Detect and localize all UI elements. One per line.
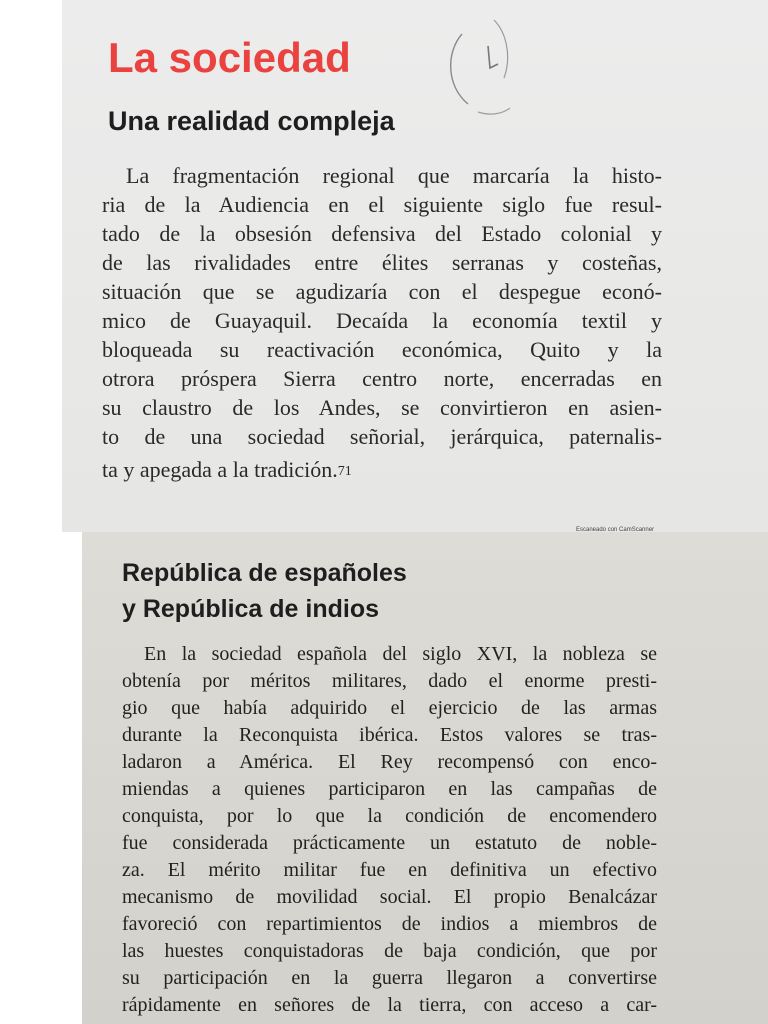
text-line: mico de Guayaquil. Decaída la economía textil y [102, 308, 662, 333]
text-line: favoreció con repartimientos de indios a miembros de [122, 913, 657, 935]
page-title: La sociedad [108, 34, 351, 81]
handwritten-mark-icon [432, 12, 524, 122]
text-line: las huestes conquistadoras de baja condición, que por [122, 940, 657, 962]
text-line: fue considerada prácticamente un estatuto de noble- [122, 832, 657, 854]
text-line: su participación en la guerra llegaron a convertirse [122, 967, 657, 989]
text-line: su claustro de los Andes, se convirtieron en asien- [102, 395, 662, 420]
text-line: za. El mérito militar fue en definitiva un efectivo [122, 859, 657, 881]
section-heading-republica [122, 555, 407, 627]
text-line: bloqueada su reactivación económica, Quito y la [102, 337, 662, 362]
text-line: tado de la obsesión defensiva del Estado colonial y [102, 221, 662, 246]
text-line: miendas a quienes participaron en las campañas de [122, 778, 657, 800]
text-line: obtenía por méritos militares, dado el enorme presti- [122, 670, 657, 692]
text-line: mecanismo de movilidad social. El propio Benalcázar [122, 886, 657, 908]
footnote-reference: 71 [337, 464, 352, 479]
text-line: En la sociedad española del siglo XVI, la nobleza se [144, 643, 657, 665]
section-heading-una-realidad-compleja: Una realidad compleja [108, 106, 395, 136]
text-line: La fragmentación regional que marcaría la histo- [126, 163, 662, 188]
text-line-last [102, 454, 352, 485]
text-line: gio que había adquirido el ejercicio de las armas [122, 697, 657, 719]
section-heading-line-1: República de españoles [122, 559, 407, 587]
text-line: situación que se agudizaría con el despegue econó- [102, 279, 662, 304]
text-line: otrora próspera Sierra centro norte, encerradas en [102, 366, 662, 391]
text-line: ladaron a América. El Rey recompensó con enco- [122, 751, 657, 773]
text-line-content: ta y apegada a la tradición. [102, 457, 338, 482]
text-line: ria de la Audiencia en el siguiente siglo fue resul- [102, 192, 662, 217]
text-line: de las rivalidades entre élites serranas y costeñas, [102, 250, 662, 275]
scanner-watermark: Escaneado con CamScanner [576, 527, 655, 533]
section-heading-line-2: y República de indios [122, 595, 379, 623]
text-line: rápidamente en señores de la tierra, con acceso a car- [122, 994, 657, 1016]
text-line: to de una sociedad señorial, jerárquica, paternalis- [102, 424, 662, 449]
text-line: durante la Reconquista ibérica. Estos valores se tras- [122, 724, 657, 746]
text-line: conquista, por lo que la condición de encomendero [122, 805, 657, 827]
